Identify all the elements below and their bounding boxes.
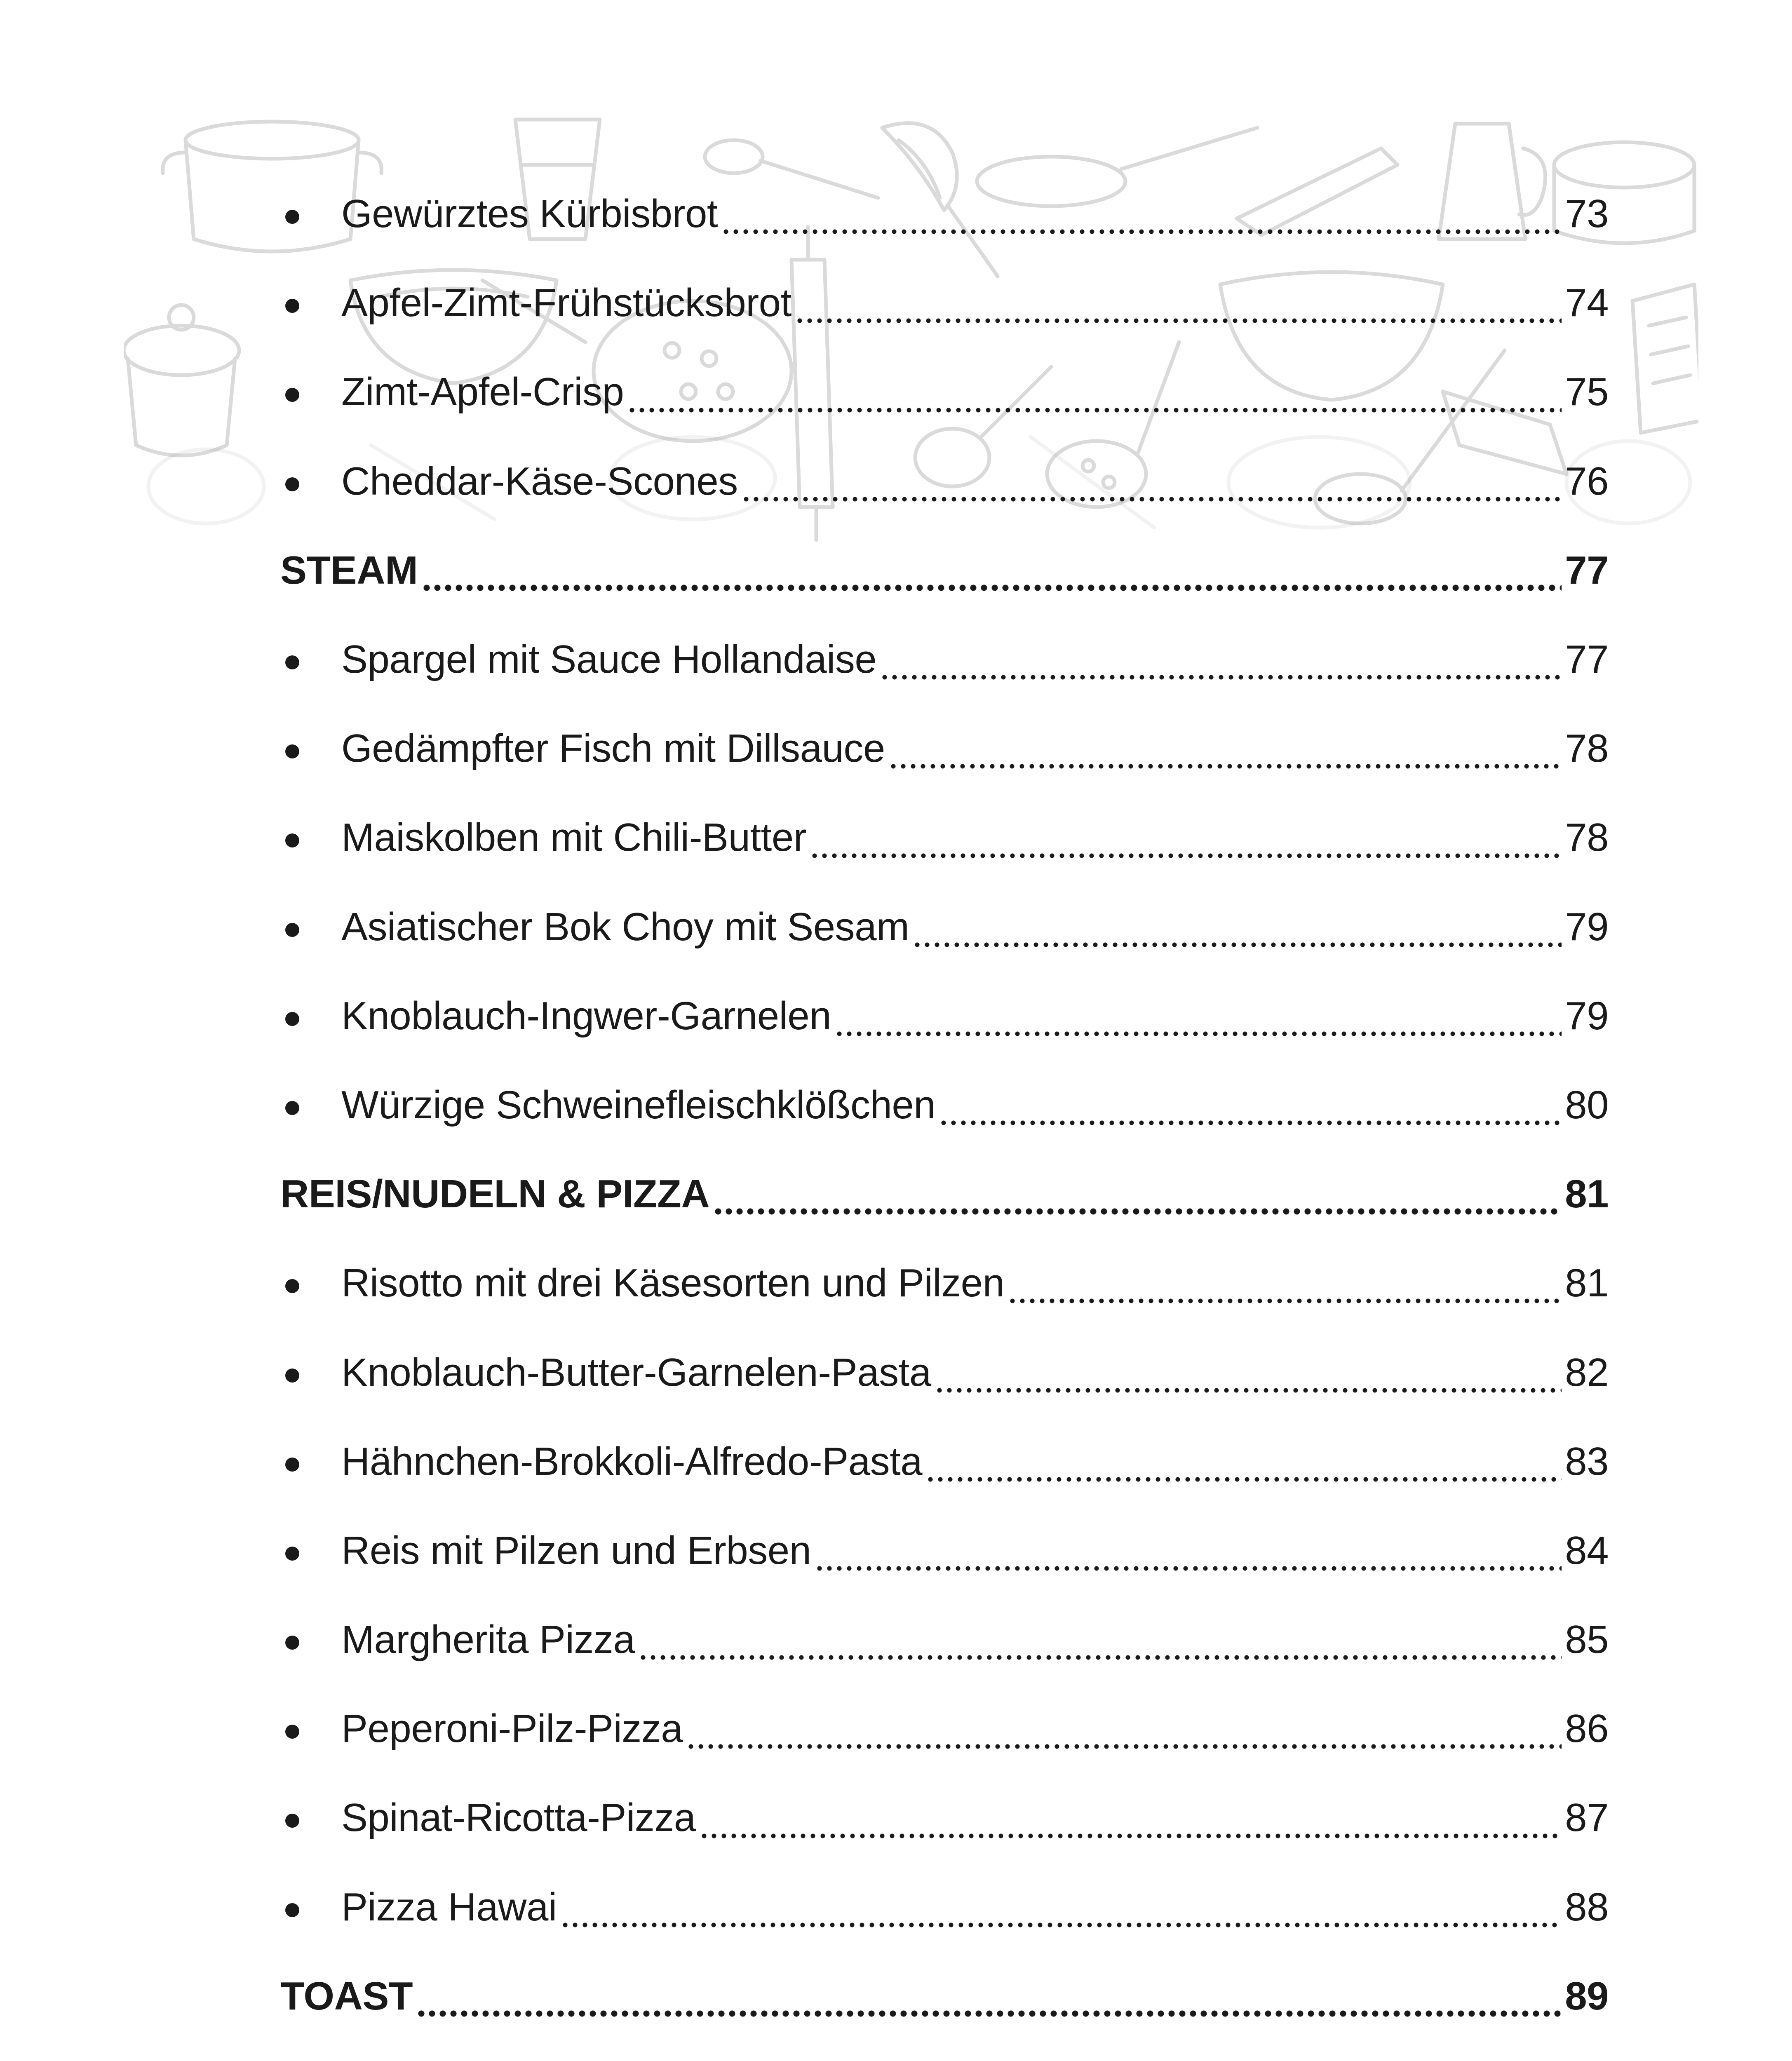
toc-title: Zimt-Apfel-Crisp	[341, 370, 624, 414]
toc-page-number: 87	[1565, 1796, 1609, 1840]
dot-leader	[888, 763, 1562, 769]
dot-leader	[416, 2010, 1562, 2017]
toc-entry[interactable]	[280, 347, 1609, 437]
toc-title: Apfel-Zimt-Frühstücksbrot	[341, 281, 791, 325]
dot-leader	[627, 407, 1562, 413]
bullet-icon	[285, 1547, 299, 1561]
grater-icon	[1632, 284, 1698, 433]
dot-leader	[939, 1120, 1562, 1126]
dot-leader	[1008, 1298, 1562, 1304]
toc-title: Risotto mit drei Käsesorten und Pilzen	[341, 1261, 1005, 1305]
bullet-icon	[285, 1903, 299, 1917]
bullet-icon	[285, 210, 299, 224]
dot-leader	[421, 584, 1562, 591]
toc-title: STEAM	[280, 548, 418, 592]
toc-entry[interactable]	[280, 1773, 1609, 1862]
bullet-icon	[285, 1101, 299, 1115]
bullet-icon	[285, 477, 299, 491]
bullet-icon	[285, 923, 299, 937]
toc-page-number: 83	[1565, 1439, 1609, 1484]
bullet-icon	[285, 1814, 299, 1828]
toc-entry[interactable]	[280, 1506, 1609, 1595]
dot-leader	[560, 1922, 1562, 1928]
toc-title: Knoblauch-Butter-Garnelen-Pasta	[341, 1350, 931, 1394]
toc-entry[interactable]	[280, 972, 1609, 1061]
toc-title: Gewürztes Kürbisbrot	[341, 192, 718, 236]
dot-leader	[834, 1031, 1562, 1037]
toc-page-number: 76	[1565, 459, 1609, 503]
toc-page-number: 78	[1565, 726, 1609, 771]
toc-title: Cheddar-Käse-Scones	[341, 459, 738, 503]
toc-entry[interactable]	[280, 1863, 1609, 1952]
toc-title: Spargel mit Sauce Hollandaise	[341, 637, 877, 682]
toc-entry[interactable]	[280, 1239, 1609, 1328]
toc-entry[interactable]	[280, 169, 1609, 258]
table-of-contents	[280, 169, 1609, 2061]
toc-title: Reis mit Pilzen und Erbsen	[341, 1528, 811, 1573]
bullet-icon	[285, 744, 299, 758]
dot-leader	[880, 674, 1562, 680]
toc-title: Margherita Pizza	[341, 1617, 635, 1662]
toc-page-number: 89	[1565, 1974, 1609, 2018]
toc-page-number: 79	[1565, 904, 1609, 949]
toc-title: Maiskolben mit Chili-Butter	[341, 815, 807, 860]
bullet-icon	[285, 1012, 299, 1026]
toc-title: Asiatischer Bok Choy mit Sesam	[341, 904, 909, 949]
toc-page-number: 77	[1565, 548, 1609, 592]
bullet-icon	[285, 388, 299, 402]
toc-section-heading[interactable]	[280, 526, 1609, 615]
toc-title: Knoblauch-Ingwer-Garnelen	[341, 993, 831, 1038]
toc-entry[interactable]	[280, 2041, 1609, 2061]
bullet-icon	[285, 1636, 299, 1650]
toc-title: TOAST	[280, 1974, 413, 2018]
dot-leader	[699, 1833, 1562, 1839]
bullet-icon	[285, 1279, 299, 1293]
toc-entry[interactable]	[280, 258, 1609, 347]
toc-entry[interactable]	[280, 1328, 1609, 1417]
toc-section-heading[interactable]	[280, 1952, 1609, 2041]
toc-page-number: 85	[1565, 1617, 1609, 1662]
bullet-icon	[285, 299, 299, 313]
toc-entry[interactable]	[280, 793, 1609, 882]
toc-page-number: 80	[1565, 1082, 1609, 1127]
toc-page-number: 73	[1565, 192, 1609, 236]
toc-page-number: 86	[1565, 1707, 1609, 1751]
toc-page-number: 84	[1565, 1528, 1609, 1573]
bullet-icon	[285, 1458, 299, 1472]
toc-page-number: 77	[1565, 637, 1609, 682]
bullet-icon	[285, 1725, 299, 1739]
toc-page-number: 78	[1565, 815, 1609, 860]
toc-page-number: 75	[1565, 370, 1609, 414]
toc-entry[interactable]	[280, 1595, 1609, 1684]
dot-leader	[638, 1655, 1562, 1660]
toc-entry[interactable]	[280, 883, 1609, 972]
toc-page-number: 82	[1565, 1350, 1609, 1394]
dot-leader	[686, 1744, 1562, 1749]
dot-leader	[795, 318, 1562, 324]
toc-entry[interactable]	[280, 1684, 1609, 1773]
dot-leader	[810, 853, 1562, 859]
dot-leader	[925, 1477, 1562, 1482]
toc-entry[interactable]	[280, 704, 1609, 793]
bullet-icon	[285, 655, 299, 669]
toc-page-number: 74	[1565, 281, 1609, 325]
toc-entry[interactable]	[280, 1061, 1609, 1150]
toc-page-number: 88	[1565, 1885, 1609, 1929]
dot-leader	[713, 1208, 1562, 1215]
toc-title: Gedämpfter Fisch mit Dillsauce	[341, 726, 885, 771]
toc-title: Spinat-Ricotta-Pizza	[341, 1796, 696, 1840]
bullet-icon	[285, 833, 299, 847]
bullet-icon	[285, 1369, 299, 1383]
dot-leader	[721, 229, 1562, 235]
toc-entry[interactable]	[280, 437, 1609, 526]
toc-entry[interactable]	[280, 1417, 1609, 1506]
toc-entry[interactable]	[280, 615, 1609, 704]
toc-title: Peperoni-Pilz-Pizza	[341, 1707, 683, 1751]
dot-leader	[741, 496, 1562, 502]
toc-page-number: 81	[1565, 1261, 1609, 1305]
toc-title: REIS/NUDELN & PIZZA	[280, 1172, 710, 1216]
dot-leader	[935, 1387, 1562, 1393]
dot-leader	[912, 942, 1562, 948]
toc-title: Pizza Hawai	[341, 1885, 557, 1929]
toc-section-heading[interactable]	[280, 1150, 1609, 1239]
toc-page-number: 79	[1565, 993, 1609, 1038]
toc-title: Hähnchen-Brokkoli-Alfredo-Pasta	[341, 1439, 923, 1484]
toc-page-number: 81	[1565, 1172, 1609, 1216]
dot-leader	[815, 1566, 1562, 1571]
toc-title: Würzige Schweinefleischklößchen	[341, 1082, 936, 1127]
